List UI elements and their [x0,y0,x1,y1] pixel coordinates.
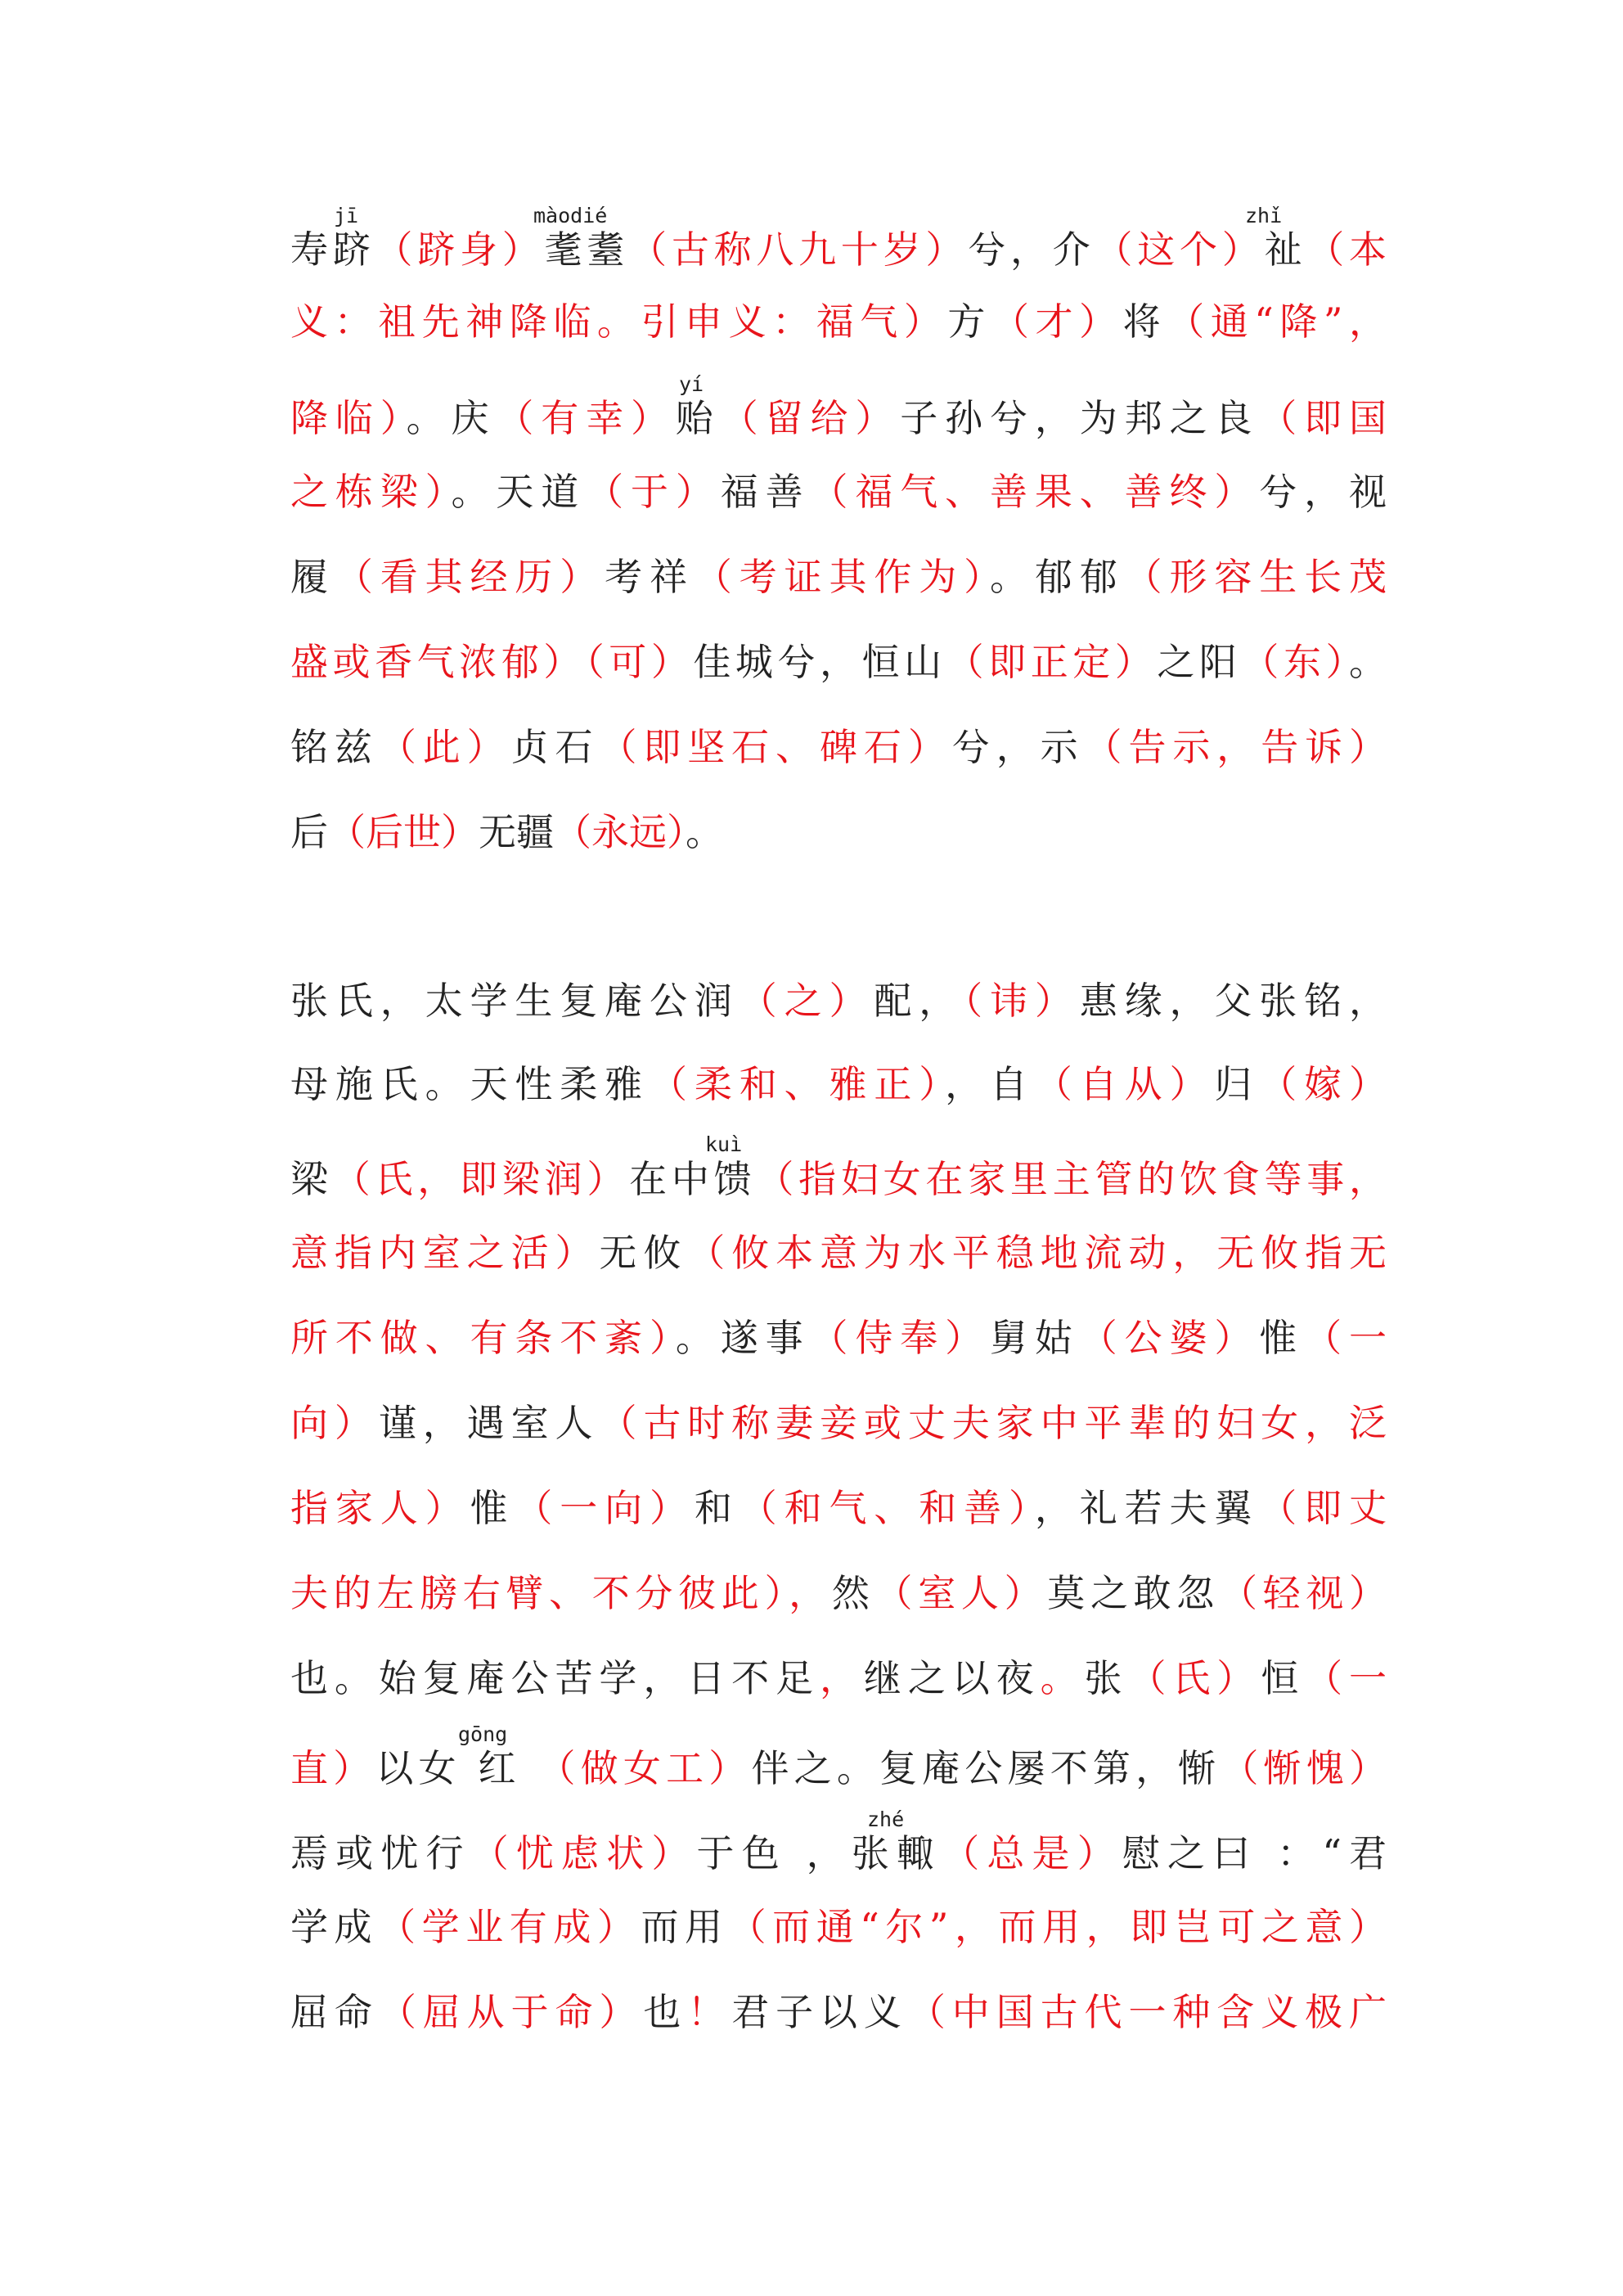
body-text: 张氏，太学生复庵公润 [290,979,740,1023]
text-line [290,1224,1387,1281]
body-text: 寿跻 [290,227,375,272]
pinyin-annotation: zhǐ [1245,204,1283,227]
body-text: 以女 红 [375,1746,538,1790]
body-text: 祉 [1264,227,1307,272]
annotation-text: （而通“尔”，而用，即岂可之意） [728,1905,1387,1949]
text-line [290,1150,1387,1208]
body-text: 兮，示 [951,725,1085,769]
body-text: 考祥 [605,555,695,599]
text-line [290,389,1387,447]
annotation-text: （即国 [1259,396,1387,440]
annotation-text: 所不做、有条不紊） [290,1316,676,1360]
annotation-text: （本 [1306,227,1387,272]
annotation-text: （永远） [554,810,686,854]
annotation-text: 之栋梁） [290,470,452,514]
annotation-text: （古时称妻妾或丈夫家中平辈的妇女，泛 [599,1401,1387,1445]
body-text: 恒 [1261,1656,1306,1700]
text-line [290,718,1387,776]
body-text: 也。始复庵公苦学，日不足 [290,1656,820,1700]
body-text: 然 [831,1571,875,1615]
body-text: 慰之曰 ：“君 [1122,1831,1387,1875]
annotation-text: （室人） [874,1571,1048,1615]
annotation-text: 向） [290,1401,379,1445]
text-line [290,1825,1387,1882]
annotation-text: 。 [1040,1656,1085,1700]
annotation-text: （此） [378,725,511,769]
text-line [290,1479,1387,1537]
body-text: 无攸 [599,1231,688,1275]
annotation-text: （一 [1305,1656,1387,1700]
body-text: 梁 [290,1157,333,1201]
annotation-text: （惭愧） [1221,1746,1387,1790]
text-line [290,633,1387,691]
annotation-text: （通“降”， [1167,299,1387,344]
annotation-text: （氏） [1128,1656,1261,1700]
body-text: ，礼若夫翼 [1034,1486,1260,1530]
text-line [290,1309,1387,1366]
annotation-text: （总是） [942,1831,1122,1875]
annotation-text: ， [820,1656,864,1700]
body-text: 学成 [290,1905,379,1949]
body-text: 屈命 [290,1990,379,2034]
annotation-text: （东） [1241,640,1350,684]
annotation-text: （考证其作为） [694,555,990,599]
body-text: 。 [686,810,723,854]
text-line [290,1394,1387,1452]
body-text: 之阳 [1157,640,1242,684]
annotation-text: （忧虑状） [470,1831,697,1875]
body-text: 后 [290,810,328,854]
annotation-text: （之） [739,979,874,1023]
text-line [290,972,1387,1029]
annotation-text: （攸本意为水平稳地流动，无攸指无 [687,1231,1387,1275]
body-text: 将 [1122,299,1167,344]
annotation-text: （一 [1304,1316,1387,1360]
body-text: 履 [290,555,335,599]
body-text: 和 [694,1486,740,1530]
annotation-text: （跻身） [375,227,545,272]
pinyin-annotation: kuì [705,1132,743,1156]
annotation-text: （指妇女在家里主管的饮食等事， [756,1157,1387,1201]
text-line [290,548,1387,606]
annotation-text: 指家人） [290,1486,470,1530]
annotation-text: （和气、和善） [739,1486,1035,1530]
text-line [290,1056,1387,1113]
annotation-text: 意指内室之活） [290,1231,600,1275]
annotation-text: （告示，告诉） [1084,725,1387,769]
annotation-text: 直） [290,1746,376,1790]
body-text: 。遂事 [675,1316,811,1360]
body-text: 惟 [1259,1316,1305,1360]
body-text: 也 [643,1990,688,2034]
body-text: 配， [874,979,964,1023]
annotation-text: （即正定） [946,640,1158,684]
text-line [290,293,1387,350]
body-text: 焉或忧行 [290,1831,471,1875]
annotation-text: （做女工） [537,1746,752,1790]
annotation-text: （于） [586,470,721,514]
text-line [290,1740,1387,1797]
annotation-text: （中国古代一种含义极广 [907,1990,1387,2034]
text-line [290,1650,1387,1707]
annotation-text: （屈从于命） [378,1990,644,2034]
body-text: 兮，介 [968,227,1095,272]
annotation-text: 盛或香气浓郁）（可） [290,640,694,684]
annotation-text: （嫁） [1259,1062,1387,1106]
body-text: 在中馈 [629,1157,757,1201]
annotation-text: （学业有成） [378,1905,641,1949]
text-line [290,1983,1387,2041]
annotation-text: （氏，即梁润） [332,1157,630,1201]
annotation-text: （看其经历） [335,555,605,599]
annotation-text: （公婆） [1079,1316,1260,1360]
body-text: 贞石 [510,725,600,769]
annotation-text: 夫的左膀右臂、不分彼此）， [290,1571,832,1615]
body-text: 。天道 [451,470,587,514]
annotation-text: （福气、善果、善终） [810,470,1260,514]
pinyin-annotation: màodié [533,204,608,227]
body-text: 惠缘，父张铭， [1079,979,1387,1023]
body-text: ，自 [945,1062,1035,1106]
body-text: 耄耋 [544,227,630,272]
body-text: 伴之。复庵公屡不第，惭 [751,1746,1221,1790]
body-text: 佳城兮，恒山 [693,640,946,684]
annotation-text: （即丈 [1259,1486,1387,1530]
body-text: 方 [947,299,991,344]
annotation-text: （轻视） [1220,1571,1387,1615]
body-text: 莫之敢忽 [1047,1571,1220,1615]
annotation-text: （这个） [1095,227,1265,272]
text-line [290,1564,1387,1622]
annotation-text: ！ [687,1990,732,2034]
body-text: 兮，视 [1259,470,1387,514]
annotation-text: （后世） [328,810,479,854]
annotation-text: （有幸） [496,396,676,440]
annotation-text: （讳） [964,979,1080,1023]
text-line [290,804,1387,861]
body-text: 。郁郁 [990,555,1125,599]
body-text: 无疆 [479,810,554,854]
text-line [290,221,1387,278]
annotation-text: （形容生长茂 [1124,555,1387,599]
body-text: 舅姑 [990,1316,1080,1360]
body-text: 而用 [641,1905,729,1949]
annotation-text: （柔和、雅正） [650,1062,946,1106]
pinyin-annotation: yí [679,372,704,396]
pinyin-annotation: zhé [867,1808,905,1831]
body-text: 贻 [675,396,721,440]
body-text: 继之以夜 [863,1656,1041,1700]
text-line [290,463,1387,520]
body-text: 福善 [720,470,811,514]
annotation-text: （留给） [720,396,901,440]
body-text: 。庆 [406,396,497,440]
pinyin-annotation: gōng [458,1722,508,1746]
body-text: 子孙兮，为邦之良 [900,396,1260,440]
body-text: 君子以义 [731,1990,908,2034]
body-text: 母施氏。天性柔雅 [290,1062,650,1106]
pinyin-annotation: jī [334,204,359,227]
annotation-text: （才） [991,299,1123,344]
body-text: 。 [1349,640,1387,684]
annotation-text: （即坚石、碑石） [599,725,952,769]
annotation-text: （自从） [1034,1062,1215,1106]
annotation-text: （侍奉） [810,1316,990,1360]
annotation-text: （一向） [515,1486,695,1530]
body-text: 归 [1214,1062,1260,1106]
text-line [290,1898,1387,1956]
annotation-text: 降临） [290,396,407,440]
annotation-text: （古称八九十岁） [629,227,969,272]
body-text: 于色 ，张輙 [696,1831,942,1875]
annotation-text: 义：祖先神降临。引申义：福气） [290,299,948,344]
body-text: 惟 [470,1486,515,1530]
body-text: 张 [1084,1656,1129,1700]
body-text: 铭兹 [290,725,379,769]
body-text: 谨，遇室人 [378,1401,600,1445]
